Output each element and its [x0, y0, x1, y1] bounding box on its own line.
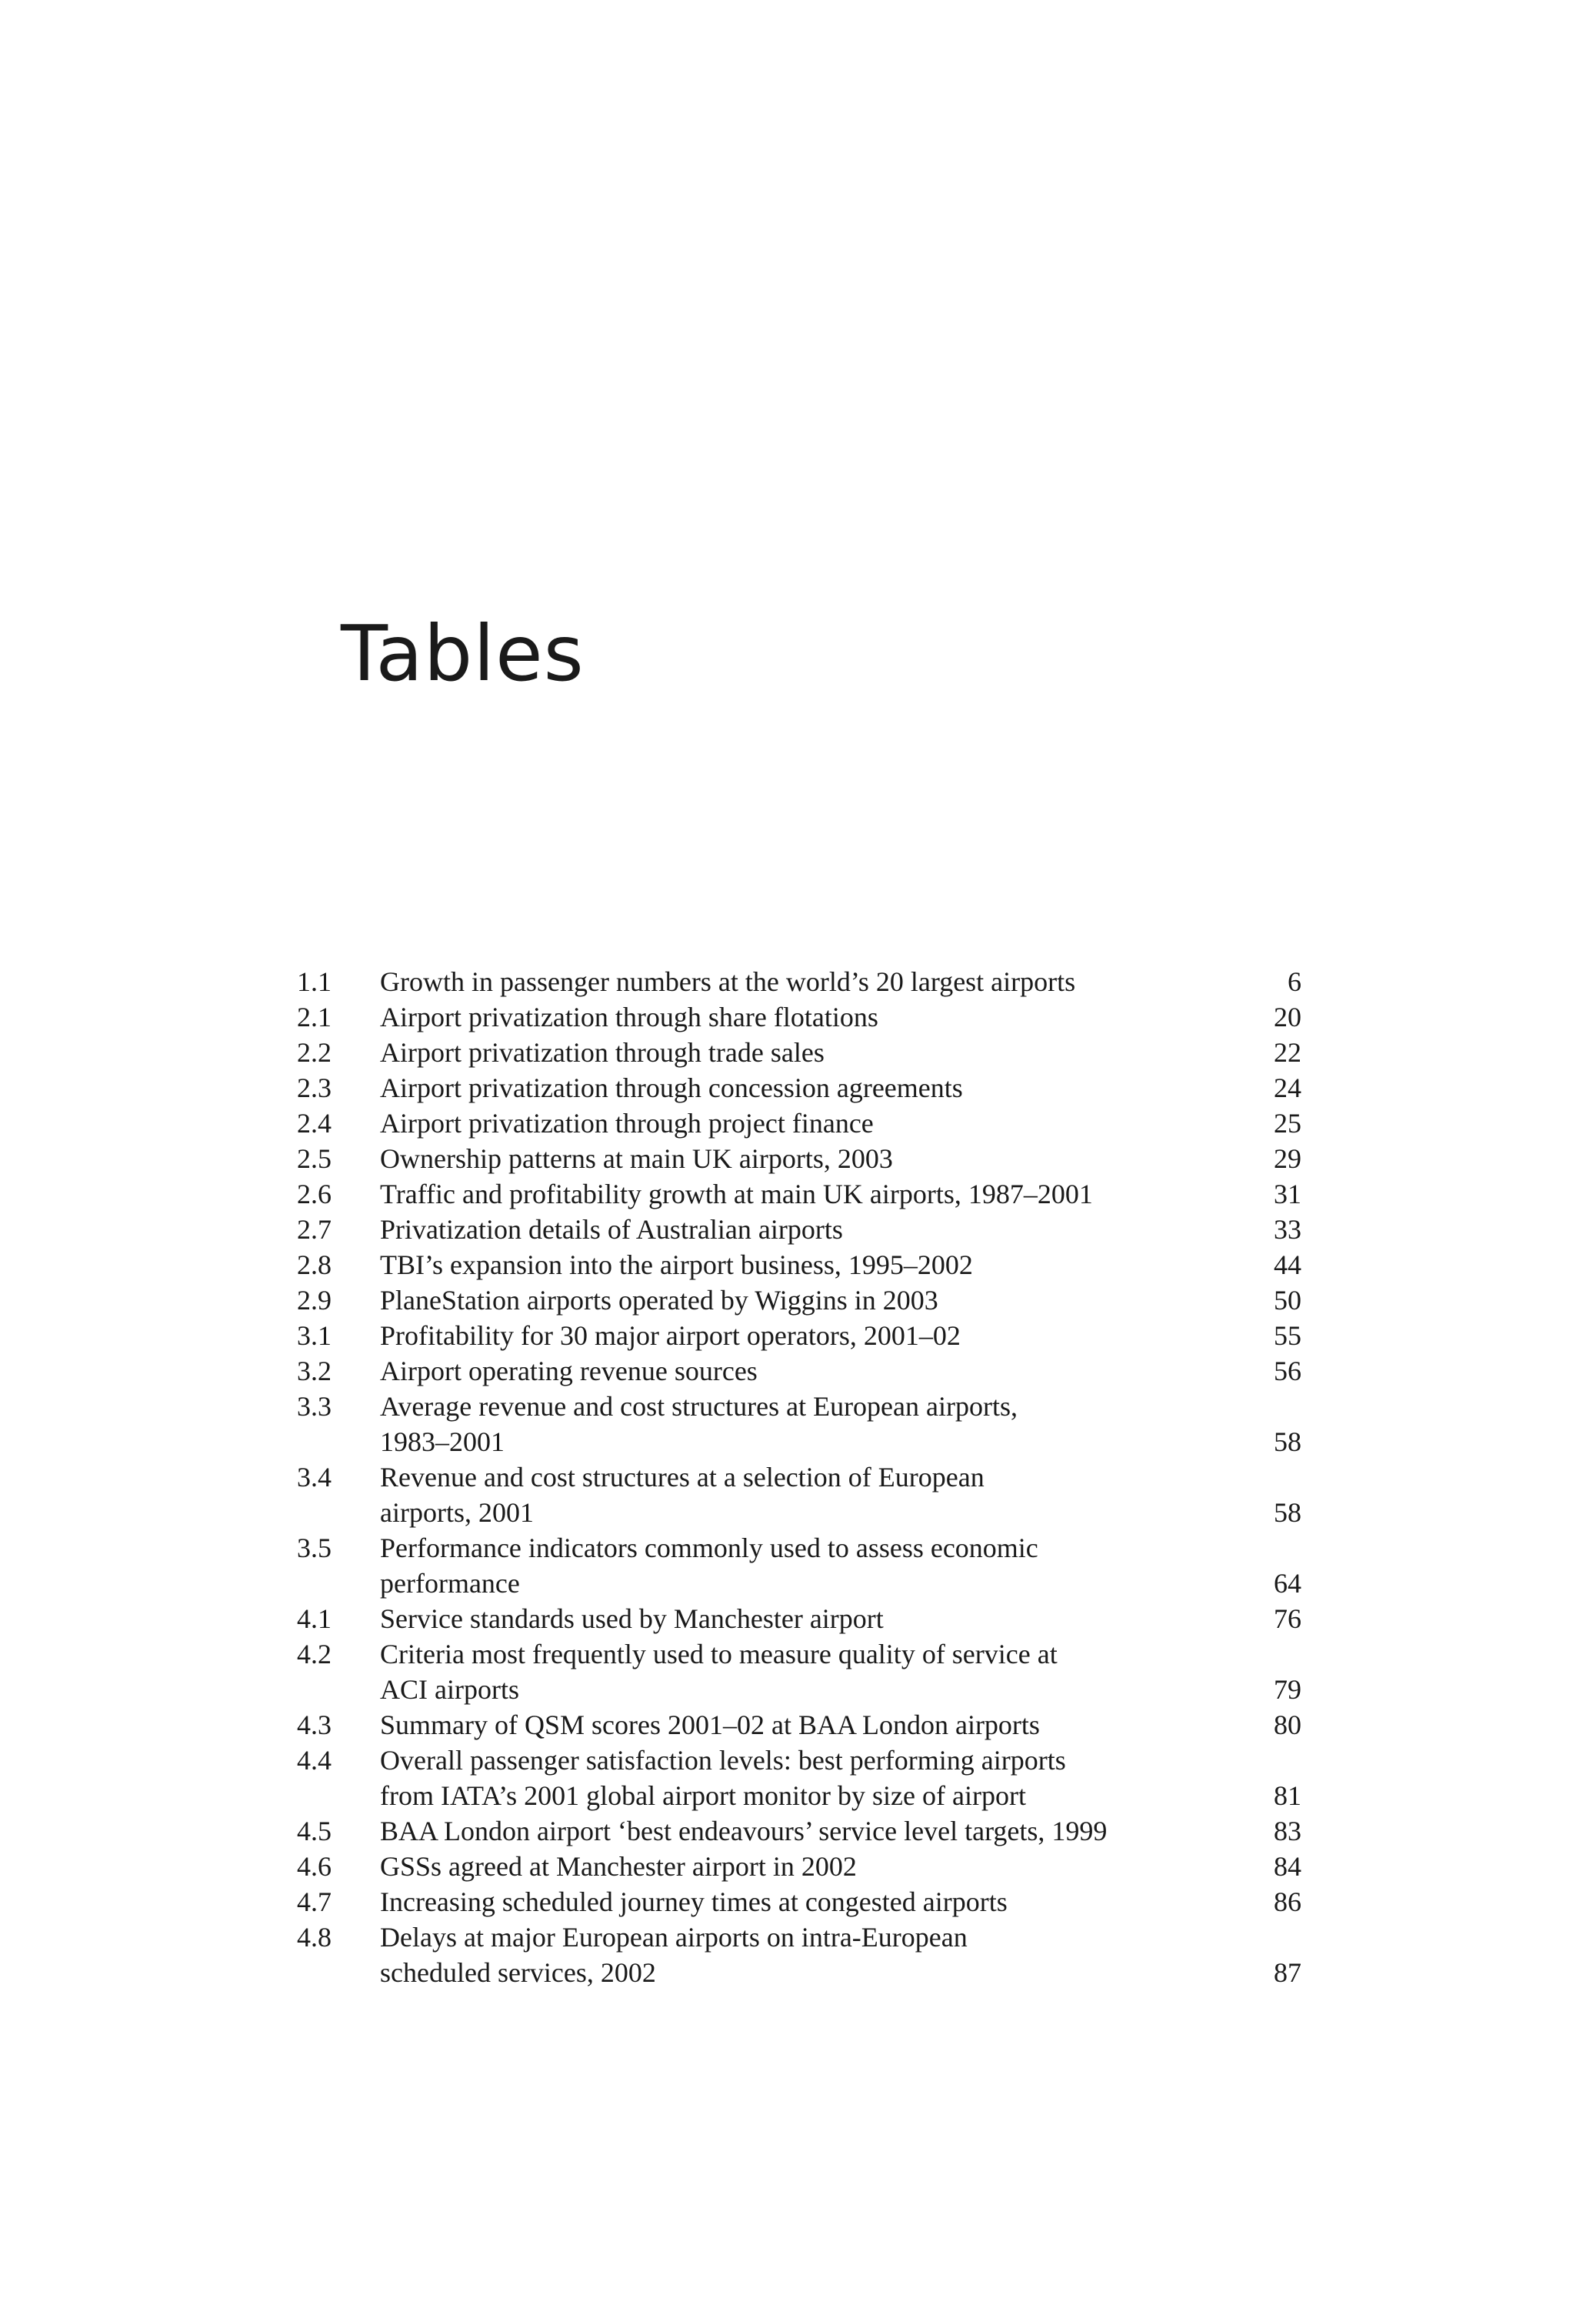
- page-number: 20: [1274, 1002, 1301, 1032]
- table-number: 2.9: [297, 1285, 332, 1316]
- table-title: [380, 1919, 1195, 1990]
- table-title: [380, 1743, 1195, 1813]
- table-number: 2.6: [297, 1179, 332, 1209]
- table-number: 3.3: [297, 1391, 332, 1422]
- page-number: 29: [1274, 1143, 1301, 1174]
- page-number: 64: [1274, 1568, 1301, 1599]
- page-number: 83: [1274, 1816, 1301, 1846]
- page-number: 86: [1274, 1886, 1301, 1917]
- table-title: [380, 999, 1195, 1035]
- list-item[interactable]: [297, 1459, 1301, 1530]
- table-title-line: airports, 2001: [380, 1497, 534, 1528]
- list-item[interactable]: [297, 1919, 1301, 1990]
- table-title: [380, 1106, 1195, 1141]
- page-number: 50: [1274, 1285, 1301, 1316]
- table-title: [380, 1247, 1195, 1282]
- list-item[interactable]: [297, 1389, 1301, 1459]
- table-number: 2.7: [297, 1214, 332, 1245]
- table-title: [380, 1884, 1195, 1919]
- table-number: 3.1: [297, 1320, 332, 1351]
- page-number: 87: [1274, 1957, 1301, 1988]
- list-item[interactable]: [297, 1282, 1301, 1318]
- list-item[interactable]: [297, 1353, 1301, 1389]
- list-item[interactable]: [297, 1070, 1301, 1106]
- table-title-line: Airport privatization through trade sales: [380, 1037, 825, 1068]
- page-number: 79: [1274, 1674, 1301, 1705]
- list-item[interactable]: [297, 1141, 1301, 1176]
- page-number: 44: [1274, 1249, 1301, 1280]
- list-item[interactable]: [297, 1106, 1301, 1141]
- list-item[interactable]: [297, 964, 1301, 999]
- table-title-line: Service standards used by Manchester airport: [380, 1603, 884, 1634]
- table-title-line: Airport privatization through share flotations: [380, 1002, 878, 1032]
- table-title-line: Overall passenger satisfaction levels: best performing airports: [380, 1745, 1066, 1776]
- table-title-line: Revenue and cost structures at a selection of European: [380, 1462, 985, 1493]
- page-number: 25: [1274, 1108, 1301, 1139]
- table-title: [380, 1813, 1195, 1849]
- page-number: 55: [1274, 1320, 1301, 1351]
- table-title-line: Average revenue and cost structures at European airports,: [380, 1391, 1018, 1422]
- list-item[interactable]: [297, 1884, 1301, 1919]
- table-title-line: TBI’s expansion into the airport business, 1995–2002: [380, 1249, 973, 1280]
- list-item[interactable]: [297, 1743, 1301, 1813]
- table-title-line: Growth in passenger numbers at the world’s 20 largest airports: [380, 966, 1076, 997]
- table-title: [380, 1459, 1195, 1530]
- table-number: 2.5: [297, 1143, 332, 1174]
- table-number: 3.4: [297, 1462, 332, 1493]
- table-title-line: Traffic and profitability growth at main UK airports, 1987–2001: [380, 1179, 1093, 1209]
- page-title: Tables: [341, 609, 585, 699]
- table-title: [380, 1035, 1195, 1070]
- list-item[interactable]: [297, 1707, 1301, 1743]
- list-item[interactable]: [297, 1813, 1301, 1849]
- table-title: [380, 1282, 1195, 1318]
- page-number: 6: [1288, 966, 1301, 997]
- table-title-line: Delays at major European airports on intra-European: [380, 1922, 968, 1953]
- list-item[interactable]: [297, 1035, 1301, 1070]
- table-number: 1.1: [297, 966, 332, 997]
- page-number: 80: [1274, 1709, 1301, 1740]
- table-number: 4.8: [297, 1922, 332, 1953]
- table-list: [297, 964, 1301, 1990]
- table-title-line: Performance indicators commonly used to assess economic: [380, 1533, 1038, 1563]
- table-number: 4.7: [297, 1886, 332, 1917]
- table-number: 3.5: [297, 1533, 332, 1563]
- page-number: 33: [1274, 1214, 1301, 1245]
- table-title-line: PlaneStation airports operated by Wiggins in 2003: [380, 1285, 938, 1316]
- page-number: 24: [1274, 1072, 1301, 1103]
- table-title-line: GSSs agreed at Manchester airport in 2002: [380, 1851, 857, 1882]
- table-title-line: Privatization details of Australian airports: [380, 1214, 843, 1245]
- table-title-line: Airport operating revenue sources: [380, 1356, 758, 1386]
- table-title-line: Airport privatization through concession agreements: [380, 1072, 963, 1103]
- page-number: 31: [1274, 1179, 1301, 1209]
- table-number: 4.3: [297, 1709, 332, 1740]
- table-number: 2.3: [297, 1072, 332, 1103]
- table-title-line: 1983–2001: [380, 1426, 505, 1457]
- table-title: [380, 1636, 1195, 1707]
- table-title: [380, 1707, 1195, 1743]
- table-title: [380, 1212, 1195, 1247]
- table-title: [380, 1176, 1195, 1212]
- table-title: [380, 1849, 1195, 1884]
- table-title-line: ACI airports: [380, 1674, 519, 1705]
- table-title: [380, 1389, 1195, 1459]
- table-title-line: Airport privatization through project finance: [380, 1108, 874, 1139]
- table-title-line: Criteria most frequently used to measure quality of service at: [380, 1639, 1058, 1669]
- table-number: 2.8: [297, 1249, 332, 1280]
- page-number: 22: [1274, 1037, 1301, 1068]
- list-item[interactable]: [297, 1636, 1301, 1707]
- table-title: [380, 1601, 1195, 1636]
- page-number: 58: [1274, 1426, 1301, 1457]
- table-title-line: Profitability for 30 major airport operators, 2001–02: [380, 1320, 961, 1351]
- list-item[interactable]: [297, 1176, 1301, 1212]
- table-number: 4.2: [297, 1639, 332, 1669]
- table-title: [380, 1353, 1195, 1389]
- page-number: 84: [1274, 1851, 1301, 1882]
- list-item[interactable]: [297, 1318, 1301, 1353]
- table-number: 4.1: [297, 1603, 332, 1634]
- list-item[interactable]: [297, 1849, 1301, 1884]
- list-item[interactable]: [297, 1601, 1301, 1636]
- list-item[interactable]: [297, 1212, 1301, 1247]
- table-title-line: from IATA’s 2001 global airport monitor by size of airport: [380, 1780, 1026, 1811]
- page-number: 58: [1274, 1497, 1301, 1528]
- table-title-line: Increasing scheduled journey times at congested airports: [380, 1886, 1008, 1917]
- table-number: 4.5: [297, 1816, 332, 1846]
- table-number: 2.1: [297, 1002, 332, 1032]
- table-title-line: Ownership patterns at main UK airports, 2003: [380, 1143, 893, 1174]
- table-number: 2.4: [297, 1108, 332, 1139]
- table-title-line: BAA London airport ‘best endeavours’ service level targets, 1999: [380, 1816, 1108, 1846]
- table-title-line: performance: [380, 1568, 520, 1599]
- table-number: 2.2: [297, 1037, 332, 1068]
- table-title-line: scheduled services, 2002: [380, 1957, 656, 1988]
- table-title: [380, 1070, 1195, 1106]
- table-title: [380, 964, 1195, 999]
- list-item[interactable]: [297, 1530, 1301, 1601]
- page-number: 76: [1274, 1603, 1301, 1634]
- table-title: [380, 1318, 1195, 1353]
- table-title-line: Summary of QSM scores 2001–02 at BAA London airports: [380, 1709, 1040, 1740]
- table-number: 3.2: [297, 1356, 332, 1386]
- table-title: [380, 1530, 1195, 1601]
- table-title: [380, 1141, 1195, 1176]
- list-item[interactable]: [297, 999, 1301, 1035]
- table-number: 4.6: [297, 1851, 332, 1882]
- page-number: 81: [1274, 1780, 1301, 1811]
- table-number: 4.4: [297, 1745, 332, 1776]
- page-number: 56: [1274, 1356, 1301, 1386]
- list-item[interactable]: [297, 1247, 1301, 1282]
